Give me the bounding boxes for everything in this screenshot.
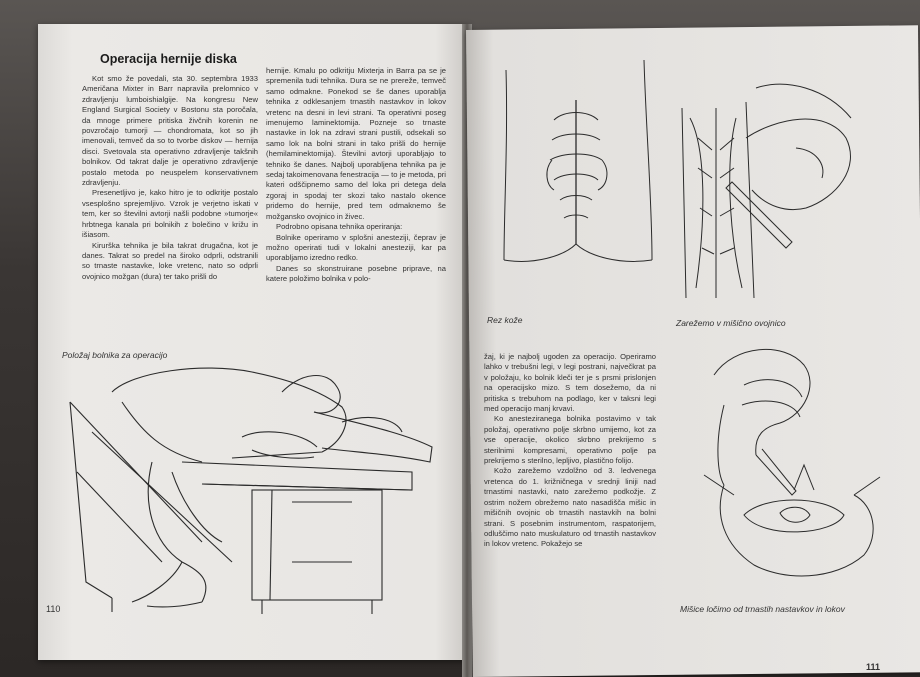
paragraph: Bolnike operiramo v splošni anesteziji, čeprav je možno operirati tudi v lokalni anesteziji, kar pa uporabljamo izredno redko. [266,232,446,263]
muscle-separation-illustration [684,345,884,585]
paragraph: Danes so skonstruirane posebne priprave, na katere položimo bolnika v polo- [266,263,446,284]
figure-caption-muscle: Mišice ločimo od trnastih nastavkov in lokov [680,604,845,614]
paragraph: Ko anesteziranega bolnika postavimo v tak položaj, operativno polje skrbno umijemo, kot za vse operacije, okolico skrbno prekrijemo s sterilnimi kompresami, operativno polje pa prekrijemo s sterilno, lepljivo, plastično folijo. [484,414,656,466]
figure-caption-fascia: Zarežemo v mišično ovojnico [676,318,786,328]
paragraph: Kot smo že povedali, sta 30. septembra 1933 Američana Mixter in Barr napravila prelomnico v zdravljenju lumboishialgije. Na kongresu New England Surgical Society v Bostonu sta poročala, da mnoge primere pritiska živčnih korenin ne povzročajo tumorji — chondromata, kot so jih imenovali, temveč da so to tvorbe diskov — hernija disci. Svetovala sta operativno zdravljenje takšnih bolnikov. Od takrat dalje je operativno zdravljenje postalo metoda po neuspelem konservativnem zdravljenju. [82,74,258,188]
paragraph: Presenetljivo je, kako hitro je to odkritje postalo vsesplošno sprejemljivo. Vzrok je verjetno iskati v tem, ker so številni avtorji našli podobne »tumorje« hrbtnega kanala pri bolnikih z bolečino v križu in išiasom. [82,188,258,240]
left-column-1 [82,74,258,282]
page-number-left: 110 [46,604,61,614]
skin-incision-illustration [494,60,654,300]
fascia-incision-illustration [676,78,866,308]
paragraph: Kožo zarežemo vzdolžno od 3. ledvenega vretenca do 1. križničnega v srednji liniji nad trnastimi nastavki, nato zarežemo podkožje. Z ostrim nožem obrežemo nato nasadišča mišic in mišičnih ovojnic ob trnastih nastavkih na bolni strani. S posebnim instrumentom, raspatorijem, odluščimo nato muskulaturo od trnastih nastavkov in lokov vretenc. Pokažejo se [484,466,656,549]
paragraph: Podrobno opisana tehnika operiranja: [276,222,403,232]
left-column-2 [266,66,446,285]
paragraph: Kirurška tehnika je bila takrat drugačna, kot je danes. Takrat so predel na široko odprli, odstranili so trnaste nastavke, loke vretenc, nato so odprli ovojnico možgan (dura) ter tako prišli do [82,240,258,281]
page-number-right: 111 [866,662,881,672]
figure-caption-incision: Rez kože [487,315,523,325]
right-column [484,352,656,550]
paragraph: hernije. Kmalu po odkritju Mixterja in Barra pa se je spremenila tudi tehnika. Dura se ne prereže, temveč samo odmakne. Ponekod se še danes uporablja tehnika z odklesanjem trnastih nastavkov in lokov vretenc na desni in levi strani. Ta operativni poseg imenujemo laminektomija. Pozneje so trnaste nastavke in lok na zdravi strani pustili, odsekali so samo lok na bolni strani in tako prišli do hernije (hemilaminektomija). Številni avtorji uporabljajo to tehniko še danes. Najbolj uporabljena tehnika pa je sedaj takoimenovana fenestracija — to je metoda, pri kateri odščipnemo samo del loka pri detega dela zgoraj in spodaj ter skozi tako nastalo okence pridemo do hernije, pred tem odmaknemo še možgansko ovojnico in živec. [266,66,446,221]
figure-caption-patient-position: Položaj bolnika za operacijo [62,350,168,360]
paragraph: žaj, ki je najbolj ugoden za operacijo. Operiramo lahko v trebušni legi, v legi postrani, največkrat pa v položaju, ko bolnik kleči ter je s prsmi prislonjen na operacijsko mizo. S tem dosežemo, da ni pritiska s trebuhom na podlago, ker v taksni legi med operacijo manj krvavi. [484,352,656,414]
page-title: Operacija hernije diska [100,52,237,66]
patient-position-illustration [52,362,452,622]
